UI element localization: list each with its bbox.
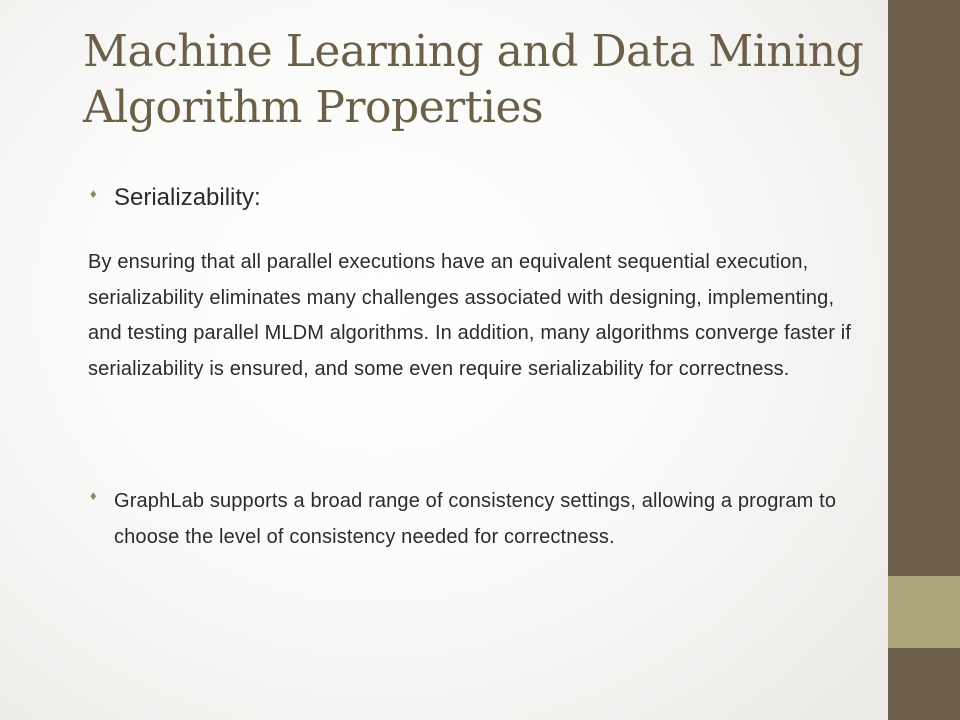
decorative-side-bar-top bbox=[888, 0, 960, 576]
bullet-item-graphlab bbox=[90, 484, 880, 555]
diamond-bullet-icon: ♦ bbox=[90, 186, 97, 201]
decorative-side-bar-bottom bbox=[888, 648, 960, 720]
slide-title: Machine Learning and Data Mining Algorithm Properties bbox=[83, 26, 864, 133]
decorative-side-bar-middle bbox=[888, 576, 960, 648]
body-paragraph: By ensuring that all parallel executions have an equivalent sequential execution, serializability eliminates many challenges associated with designing, implementing, and testing parallel MLDM algorithms. In addition, many algorithms converge faster if serializability is ensured, and some even require serializability for correctness. bbox=[88, 251, 852, 380]
diamond-bullet-icon: ♦ bbox=[90, 488, 97, 503]
bullet-item-serializability bbox=[90, 180, 261, 216]
bullet-text: GraphLab supports a broad range of consistency settings, allowing a program to choose the level of consistency needed for correctness. bbox=[114, 490, 837, 548]
bullet-text: Serializability: bbox=[114, 184, 261, 211]
